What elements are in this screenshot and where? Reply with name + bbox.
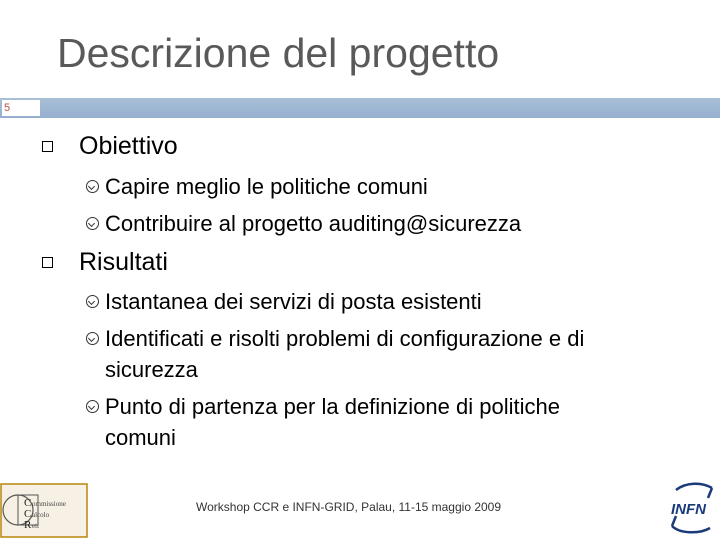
- circle-check-bullet-icon: [86, 400, 99, 413]
- sub-bullet: [86, 171, 428, 202]
- sub-bullet-text: Contribuire al progetto auditing@sicurezza: [105, 211, 522, 236]
- sub-bullet: [86, 208, 521, 239]
- ccr-logo-line: ommissione: [32, 500, 66, 508]
- sub-bullet-text: Punto di partenza per la definizione di politiche: [105, 394, 560, 419]
- circle-check-bullet-icon: [86, 295, 99, 308]
- bullet-label: Obiettivo: [79, 132, 178, 160]
- infn-logo: [668, 478, 718, 538]
- sub-bullet-text: Istantanea dei servizi di posta esistenti: [105, 289, 482, 314]
- square-bullet-icon: [42, 141, 53, 152]
- ccr-logo-line: alcolo: [32, 511, 50, 519]
- sub-bullet: [86, 391, 560, 453]
- ccr-logo-letter: R: [24, 519, 32, 531]
- ccr-logo-letter: C: [24, 497, 32, 509]
- sub-bullet-text: Capire meglio le politiche comuni: [105, 174, 428, 199]
- bullet-label: Risultati: [79, 248, 168, 276]
- circle-check-bullet-icon: [86, 217, 99, 230]
- ccr-logo-letter: C: [24, 508, 32, 520]
- ccr-logo: [0, 483, 88, 538]
- bullet-obiettivo: [42, 132, 178, 161]
- circle-check-bullet-icon: [86, 180, 99, 193]
- sub-bullet: [86, 323, 584, 385]
- sub-bullet: [86, 286, 482, 317]
- divider-stripe: [42, 98, 720, 118]
- title-divider-bar: [0, 98, 720, 118]
- infn-logo-text: INFN: [671, 501, 706, 518]
- sub-bullet-text-continued: comuni: [105, 425, 176, 450]
- sub-bullet-text: Identificati e risolti problemi di configurazione e di: [105, 326, 585, 351]
- footer-text: Workshop CCR e INFN-GRID, Palau, 11-15 maggio 2009: [196, 500, 502, 514]
- circle-check-bullet-icon: [86, 332, 99, 345]
- slide-title: Descrizione del progetto: [57, 30, 500, 76]
- bullet-risultati: [42, 248, 168, 277]
- slide-number: 5: [2, 100, 40, 116]
- sub-bullet-text-continued: sicurezza: [105, 357, 198, 382]
- square-bullet-icon: [42, 257, 53, 268]
- ccr-logo-line: eti: [32, 522, 39, 530]
